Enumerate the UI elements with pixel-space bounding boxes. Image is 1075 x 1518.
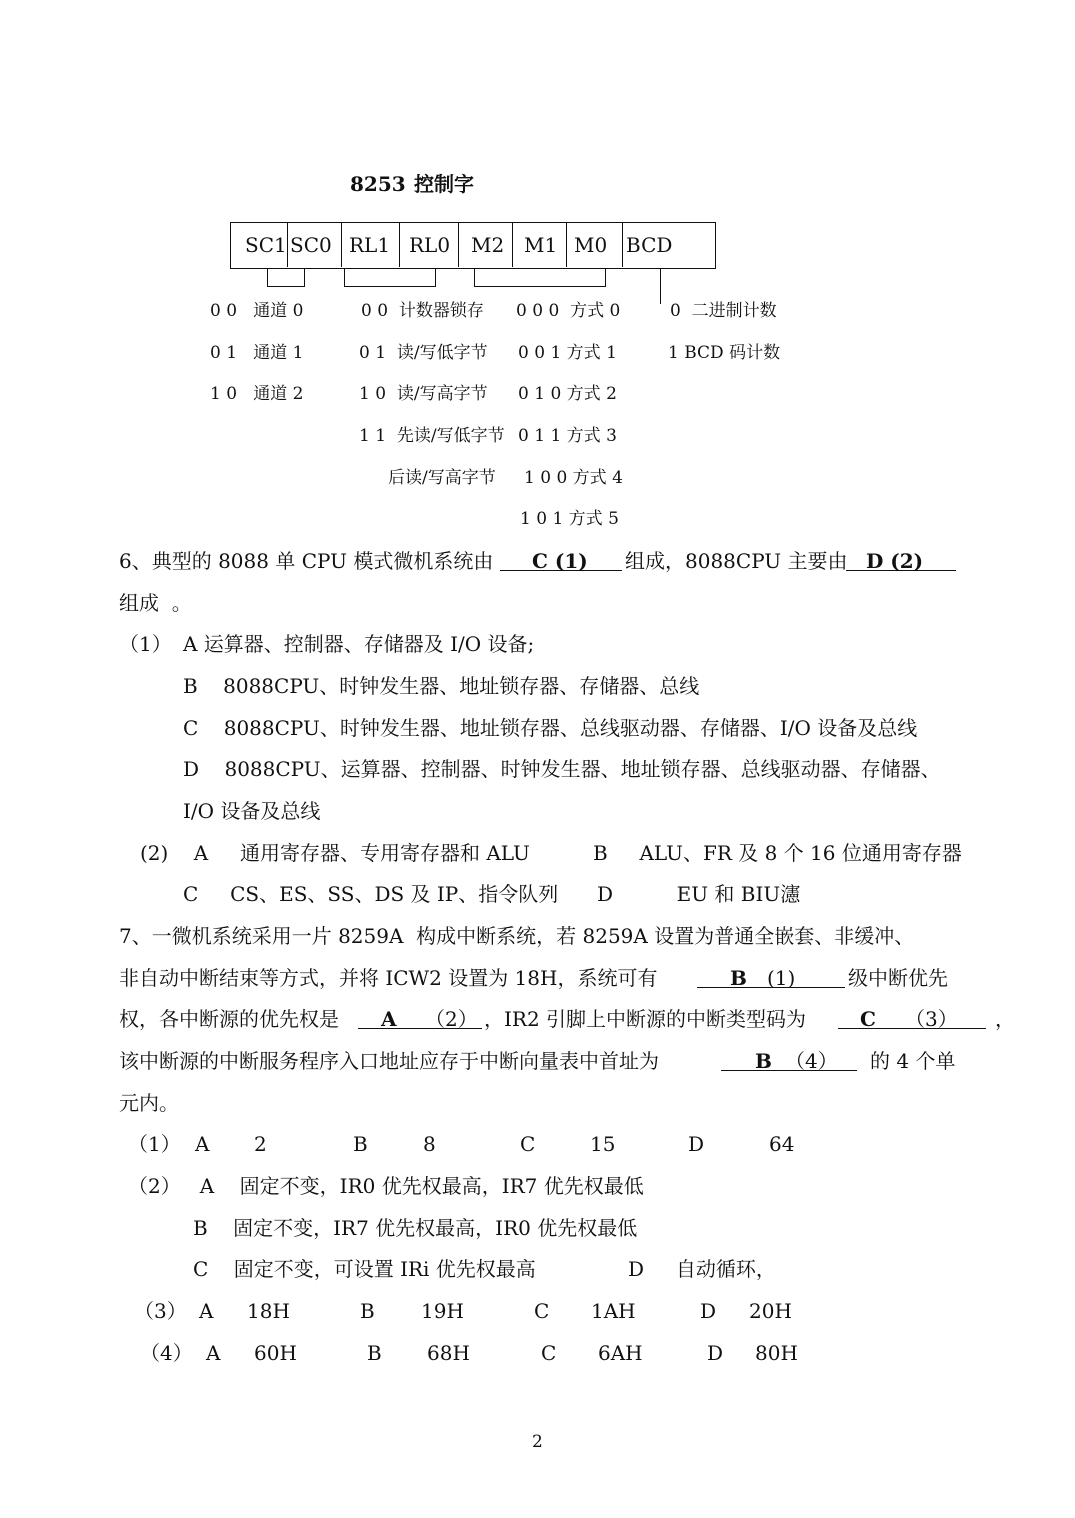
reg-divider xyxy=(622,223,623,267)
q7-o4-label: （4） xyxy=(140,1341,193,1365)
q7-line2-b: 级中断优先 xyxy=(848,966,948,990)
q7-o4-value-c: 6AH xyxy=(598,1341,643,1365)
reg-cell-rl1: RL1 xyxy=(349,233,391,257)
reg-cell-rl0: RL0 xyxy=(409,233,451,257)
reg-cell-sc1: SC1 xyxy=(245,233,287,257)
stem-bcd xyxy=(660,269,661,304)
q6-part2-option-d: D EU 和 BIU瀗 xyxy=(597,882,801,906)
q6-part2-option-c: C CS、ES、SS、DS 及 IP、指令队列 xyxy=(183,882,559,906)
q7-line4-a: 该中断源的中断服务程序入口地址应存于中断向量表中首址为 xyxy=(119,1049,659,1073)
legend-bcd-1: 1 BCD 码计数 xyxy=(668,343,781,363)
legend-rl-1: 0 1 读/写低字节 xyxy=(359,343,488,363)
q7-answer-2-letter: A xyxy=(381,1007,397,1031)
reg-cell-m1: M1 xyxy=(524,233,558,257)
legend-m-0: 0 0 0 方式 0 xyxy=(516,301,621,321)
bracket-rl xyxy=(344,269,436,287)
reg-cell-bcd: BCD xyxy=(626,233,673,257)
reg-divider xyxy=(399,223,400,267)
title-text: 控制字 xyxy=(414,172,474,196)
q7-line4-b: 的 4 个单 xyxy=(870,1049,956,1073)
q7-o2-option-c: C 固定不变，可设置 IRi 优先权最高 xyxy=(193,1257,536,1281)
q7-o3-letter-b: B xyxy=(360,1299,375,1323)
bracket-sc xyxy=(267,269,305,287)
q6-part1-option-d-cont: I/O 设备及总线 xyxy=(183,799,321,823)
q6-part1-option-d: D 8088CPU、运算器、控制器、时钟发生器、地址锁存器、总线驱动器、存储器、 xyxy=(183,757,941,781)
q7-answer-4-letter: B xyxy=(755,1049,772,1073)
page-number: 2 xyxy=(532,1432,543,1452)
q7-o2-option-d: D 自动循环， xyxy=(628,1257,776,1281)
q7-line3-a: 权，各中断源的优先权是 xyxy=(119,1007,339,1031)
q7-o3-letter-a: A xyxy=(199,1299,214,1323)
q6-part2-option-b: B ALU、FR 及 8 个 16 位通用寄存器 xyxy=(593,841,962,865)
q7-o4-value-b: 68H xyxy=(427,1341,470,1365)
q7-o3-letter-d: D xyxy=(700,1299,717,1323)
reg-divider xyxy=(458,223,459,267)
q6-line1-b: 组成，8088CPU 主要由 xyxy=(625,549,848,573)
q7-o4-value-d: 80H xyxy=(755,1341,798,1365)
q7-o4-letter-a: A xyxy=(206,1341,221,1365)
q7-o1-value-c: 15 xyxy=(590,1132,616,1156)
q6-line2: 组成 。 xyxy=(119,591,192,615)
reg-divider xyxy=(512,223,513,267)
q7-answer-4-num: （4） xyxy=(785,1049,838,1073)
q7-o4-letter-c: C xyxy=(541,1341,557,1365)
bracket-m xyxy=(474,269,606,287)
legend-m-5: 1 0 1 方式 5 xyxy=(520,509,619,529)
legend-sc-2: 1 0 通道 2 xyxy=(210,384,304,404)
q6-part1-option-a: A 运算器、控制器、存储器及 I/O 设备; xyxy=(183,632,535,656)
q7-o1-label: （1） xyxy=(128,1132,181,1156)
q7-o1-value-a: 2 xyxy=(254,1132,267,1156)
q7-line1: 7、一微机系统采用一片 8259A 构成中断系统，若 8259A 设置为普通全嵌套、非缓冲、 xyxy=(119,924,915,948)
reg-cell-sc0: SC0 xyxy=(290,233,332,257)
legend-m-3: 0 1 1 方式 3 xyxy=(518,426,617,446)
legend-m-4: 1 0 0 方式 4 xyxy=(524,468,623,488)
q7-o1-letter-b: B xyxy=(353,1132,368,1156)
legend-rl-3: 1 1 先读/写低字节 xyxy=(359,426,505,446)
q7-o1-value-d: 64 xyxy=(769,1132,795,1156)
reg-cell-m2: M2 xyxy=(471,233,505,257)
q7-answer-2-num: （2） xyxy=(425,1007,478,1031)
control-word-register xyxy=(230,222,716,269)
q7-answer-1-letter: B xyxy=(730,966,747,990)
q7-answer-3-num: （3） xyxy=(905,1007,958,1031)
legend-sc-0: 0 0 通道 0 xyxy=(210,301,304,321)
q7-line2-a: 非自动中断结束等方式，并将 ICW2 设置为 18H，系统可有 xyxy=(119,966,658,990)
q7-o3-letter-c: C xyxy=(534,1299,550,1323)
legend-sc-1: 0 1 通道 1 xyxy=(210,343,304,363)
q7-answer-1-num: (1) xyxy=(767,966,796,990)
q7-answer-3-letter: C xyxy=(860,1007,876,1031)
q7-o3-label: （3） xyxy=(134,1299,187,1323)
q6-part1-label: （1） xyxy=(119,632,172,656)
q7-o1-letter-a: A xyxy=(195,1132,210,1156)
q6-answer-2: D (2) xyxy=(866,549,924,573)
q7-o3-value-a: 18H xyxy=(247,1299,290,1323)
q7-line3-b: ，IR2 引脚上中断源的中断类型码为 xyxy=(484,1007,807,1031)
q7-o1-value-b: 8 xyxy=(423,1132,436,1156)
q7-o3-value-b: 19H xyxy=(421,1299,464,1323)
reg-divider xyxy=(341,223,342,267)
q6-part1-option-c: C 8088CPU、时钟发生器、地址锁存器、总线驱动器、存储器、I/O 设备及总线 xyxy=(183,716,918,740)
q7-o2-option-b: B 固定不变，IR7 优先权最高，IR0 优先权最低 xyxy=(193,1216,638,1240)
q7-o2-option-a: （2） A 固定不变，IR0 优先权最高，IR7 优先权最低 xyxy=(128,1174,644,1198)
legend-rl-2: 1 0 读/写高字节 xyxy=(359,384,488,404)
q6-line1-a: 6、典型的 8088 单 CPU 模式微机系统由 xyxy=(119,549,494,573)
title-number: 8253 xyxy=(350,172,406,196)
q7-o1-letter-c: C xyxy=(520,1132,536,1156)
q7-o1-letter-d: D xyxy=(688,1132,705,1156)
legend-m-2: 0 1 0 方式 2 xyxy=(518,384,617,404)
legend-rl-4: 后读/写高字节 xyxy=(388,468,496,488)
q7-o4-value-a: 60H xyxy=(254,1341,297,1365)
legend-m-1: 0 0 1 方式 1 xyxy=(518,343,617,363)
legend-rl-0: 0 0 计数器锁存 xyxy=(361,301,484,321)
q6-answer-1: C (1) xyxy=(532,549,588,573)
q7-line5: 元内。 xyxy=(119,1091,179,1115)
reg-divider xyxy=(566,223,567,267)
q7-o3-value-d: 20H xyxy=(749,1299,792,1323)
q7-o4-letter-b: B xyxy=(367,1341,382,1365)
q7-o4-letter-d: D xyxy=(707,1341,724,1365)
q7-o3-value-c: 1AH xyxy=(591,1299,636,1323)
q7-line3-c: ， xyxy=(995,1007,1015,1031)
q6-part2-option-a: (2) A 通用寄存器、专用寄存器和 ALU xyxy=(140,841,530,865)
reg-cell-m0: M0 xyxy=(574,233,608,257)
q6-part1-option-b: B 8088CPU、时钟发生器、地址锁存器、存储器、总线 xyxy=(183,674,700,698)
reg-divider xyxy=(287,223,288,267)
legend-bcd-0: 0 二进制计数 xyxy=(670,301,777,321)
